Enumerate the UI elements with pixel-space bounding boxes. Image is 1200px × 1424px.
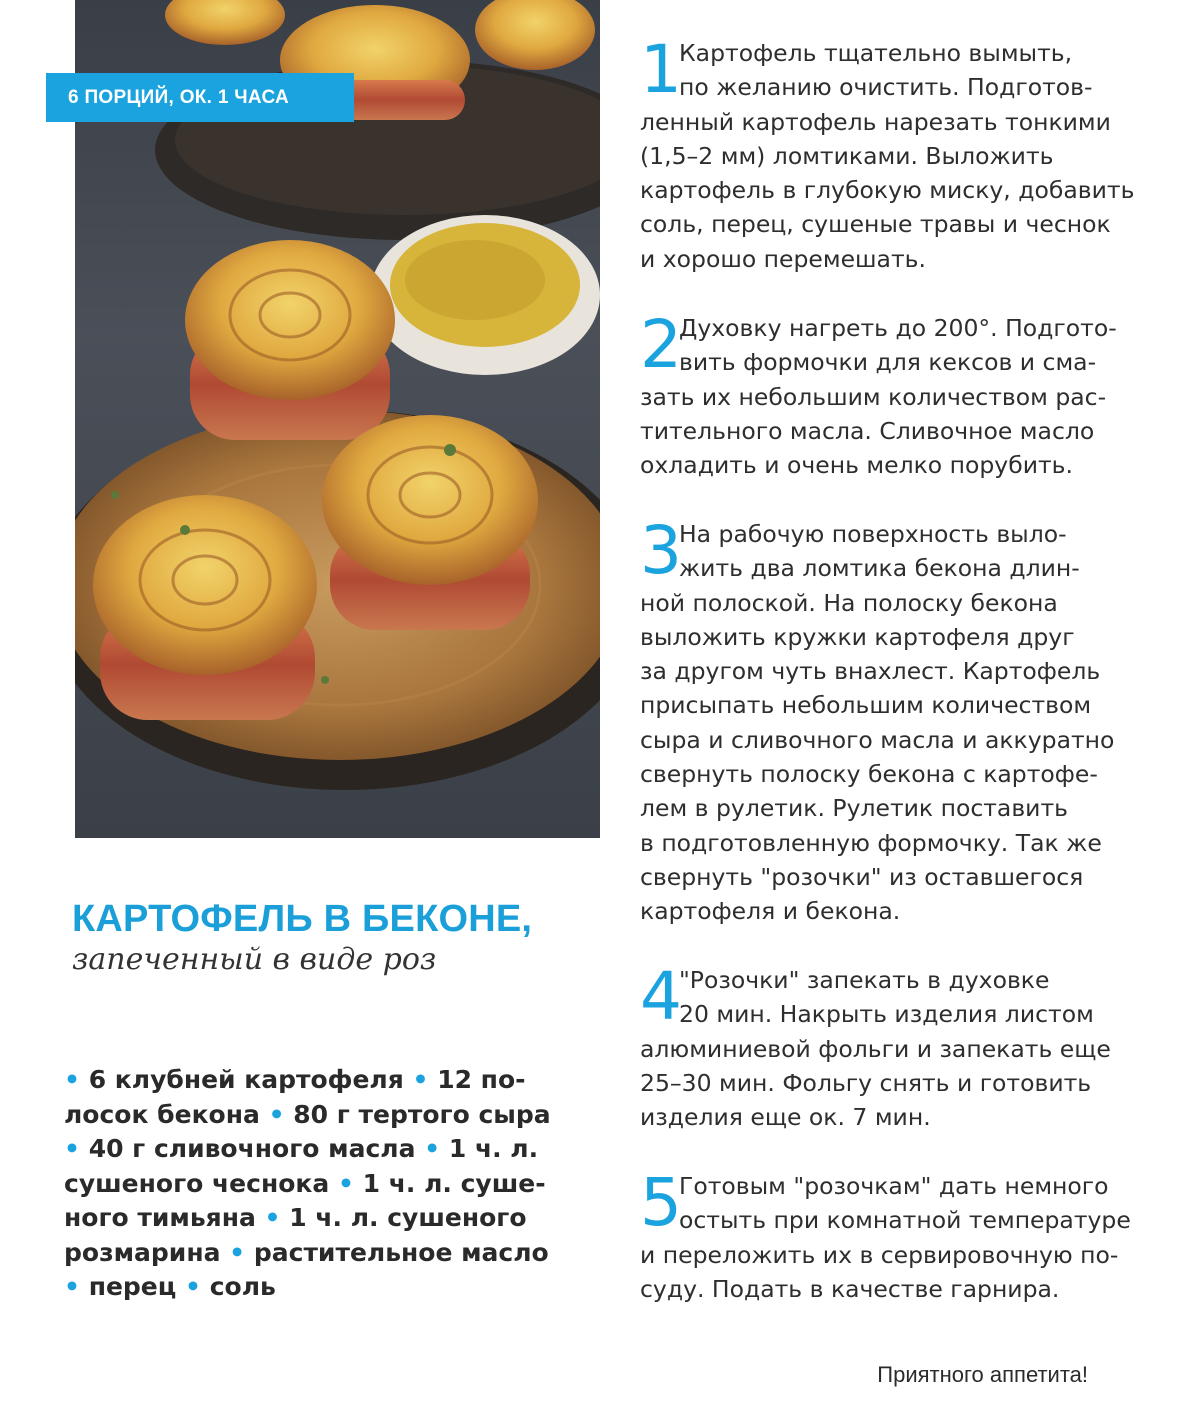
recipe-subtitle: запеченный в виде роз — [72, 942, 437, 977]
step-3 — [640, 512, 1180, 929]
step-text — [640, 31, 1180, 276]
ingredients-list — [64, 1063, 584, 1305]
step-5 — [640, 1164, 1180, 1306]
recipe-photo-illustration — [75, 0, 600, 838]
step-line: выложить кружки картофеля друг — [640, 622, 1075, 651]
bullet-dot: • — [64, 1065, 80, 1094]
servings-time-badge: 6 ПОРЦИЙ, ОК. 1 ЧАСА — [46, 73, 354, 122]
step-line: 20 мин. Накрыть изделия листом — [679, 1000, 1094, 1029]
step-line: свернуть полоску бекона с картофе- — [640, 760, 1098, 789]
step-line: ной полоской. На полоску бекона — [640, 588, 1058, 617]
step-line: остыть при комнатной температуре — [679, 1206, 1131, 1235]
step-line: свернуть "розочки" из оставшегося — [640, 862, 1084, 891]
step-text — [640, 306, 1180, 482]
step-number: 5 — [640, 1164, 682, 1241]
recipe-title: КАРТОФЕЛЬ В БЕКОНЕ, — [72, 898, 533, 940]
recipe-photo — [75, 0, 600, 838]
step-line: и хорошо перемешать. — [640, 244, 926, 273]
step-line: вить формочки для кексов и сма- — [679, 348, 1097, 377]
step-line: Духовку нагреть до 200°. Подгото- — [679, 314, 1117, 342]
step-line: охладить и очень мелко порубить. — [640, 451, 1073, 480]
ingredients-line: • 40 г сливочного масла • 1 ч. л. — [64, 1134, 539, 1163]
step-line: лем в рулетик. Рулетик поставить — [640, 794, 1068, 823]
ingredients-line: • 6 клубней картофеля • 12 по- — [64, 1065, 526, 1094]
step-line: соль, перец, сушеные травы и чеснок — [640, 210, 1111, 239]
bullet-dot: • — [185, 1272, 201, 1301]
ingredients-line: ного тимьяна • 1 ч. л. сушеного — [64, 1203, 527, 1232]
step-line: картофель в глубокую миску, добавить — [640, 176, 1135, 205]
step-line: 25–30 мин. Фольгу снять и готовить — [640, 1068, 1092, 1097]
step-4 — [640, 958, 1180, 1134]
ingredients-line: лосок бекона • 80 г тертого сыра — [64, 1099, 551, 1129]
step-line: алюминиевой фольги и запекать еще — [640, 1034, 1111, 1063]
step-line: по желанию очистить. Подготов- — [679, 73, 1093, 102]
bullet-dot: • — [64, 1134, 80, 1163]
step-text — [640, 1164, 1180, 1306]
step-line: за другом чуть внахлест. Картофель — [640, 657, 1101, 686]
bullet-dot: • — [264, 1203, 281, 1232]
bullet-dot: • — [229, 1237, 246, 1267]
step-line: сыра и сливочного масла и аккуратно — [640, 725, 1115, 754]
step-number: 3 — [640, 512, 682, 589]
bullet-dot: • — [337, 1168, 354, 1198]
step-line: жить два ломтика бекона длин- — [679, 554, 1080, 583]
step-number: 1 — [640, 31, 682, 108]
step-2 — [640, 306, 1180, 482]
step-line: изделия еще ок. 7 мин. — [640, 1103, 931, 1132]
step-line: (1,5–2 мм) ломтиками. Выложить — [640, 141, 1054, 170]
bullet-dot: • — [268, 1099, 285, 1129]
bullet-dot: • — [412, 1065, 429, 1094]
step-line: Картофель тщательно вымыть, — [679, 39, 1073, 67]
step-line: и переложить их в сервировочную по- — [640, 1240, 1119, 1269]
step-line: в подготовленную формочку. Так же — [640, 828, 1102, 857]
step-line: На рабочую поверхность выло- — [679, 520, 1067, 548]
step-text — [640, 958, 1180, 1134]
step-line: зать их небольшим количеством рас- — [640, 382, 1107, 411]
step-line: ленный картофель нарезать тонкими — [640, 107, 1111, 136]
step-line: присыпать небольшим количеством — [640, 691, 1092, 720]
step-number: 2 — [640, 306, 682, 383]
closing-text: Приятного аппетита! — [877, 1362, 1088, 1387]
step-text — [640, 512, 1180, 929]
step-line: Готовым "розочкам" дать немного — [679, 1172, 1109, 1200]
ingredients-line: • перец • соль — [64, 1272, 276, 1301]
step-line: "Розочки" запекать в духовке — [679, 966, 1050, 994]
step-line: суду. Подать в качестве гарнира. — [640, 1274, 1060, 1303]
bullet-dot: • — [424, 1134, 441, 1163]
step-1 — [640, 31, 1180, 276]
step-number: 4 — [640, 958, 682, 1035]
step-line: картофеля и бекона. — [640, 897, 901, 926]
step-line: тительного масла. Сливочное масло — [640, 416, 1095, 445]
ingredients-line: сушеного чеснока • 1 ч. л. суше- — [64, 1168, 546, 1198]
bullet-dot: • — [64, 1272, 80, 1301]
ingredients-line: розмарина • растительное масло — [64, 1237, 549, 1267]
